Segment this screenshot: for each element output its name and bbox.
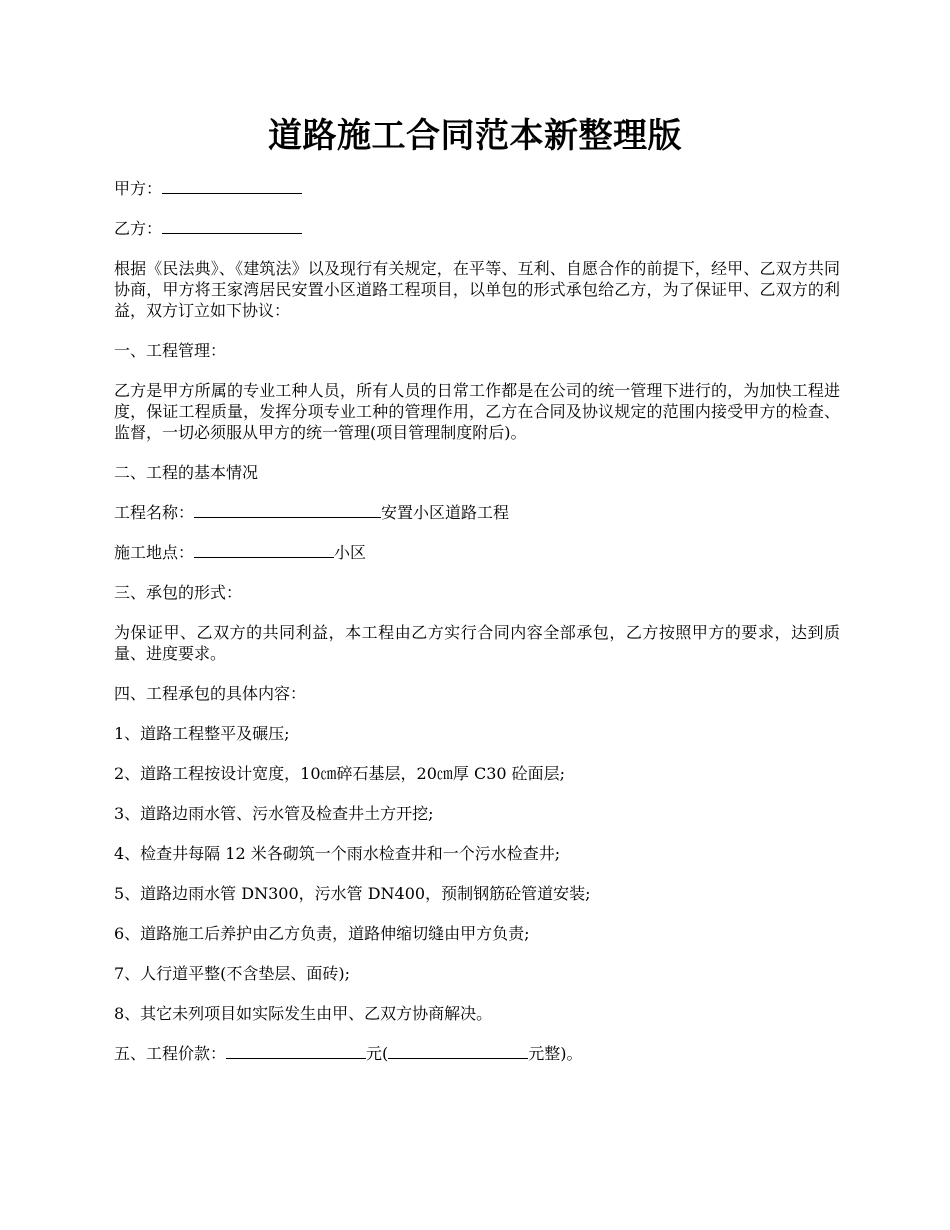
section-5-mid: 元( <box>366 1044 389 1063</box>
section-5-end: 元整)。 <box>528 1044 583 1063</box>
party-a-line <box>114 178 840 199</box>
list-item: 2、道路工程按设计宽度，10㎝碎石基层，20㎝厚 C30 砼面层; <box>114 764 566 783</box>
party-b-label: 乙方： <box>114 219 163 238</box>
location-label: 施工地点： <box>114 543 195 562</box>
party-a-label: 甲方： <box>114 179 163 198</box>
intro-paragraph: 根据《民法典》、《建筑法》以及现行有关规定，在平等、互利、自愿合作的前提下，经甲、乙双方共同协商，甲方将王家湾居民安置小区道路工程项目，以单包的形式承包给乙方，为了保证甲、乙双方的利益，双方订立如下协议： <box>114 259 840 320</box>
list-item: 3、道路边雨水管、污水管及检查井土方开挖; <box>114 804 434 823</box>
price-blank-2 <box>388 1044 528 1059</box>
list-item: 7、人行道平整(不含垫层、面砖); <box>114 964 351 983</box>
list-item: 4、检查井每隔 12 米各砌筑一个雨水检查井和一个污水检查井; <box>114 844 561 863</box>
list-item: 1、道路工程整平及碾压; <box>114 724 290 743</box>
project-name-suffix: 安置小区道路工程 <box>381 503 510 522</box>
list-item: 6、道路施工后养护由乙方负责，道路伸缩切缝由甲方负责; <box>114 924 530 943</box>
project-name-blank <box>194 503 381 518</box>
list-item: 5、道路边雨水管 DN300，污水管 DN400，预制钢筋砼管道安装; <box>114 884 591 903</box>
location-line <box>114 542 840 563</box>
list-item: 8、其它未列项目如实际发生由甲、乙双方协商解决。 <box>114 1004 493 1023</box>
location-suffix: 小区 <box>334 543 367 562</box>
document-title: 道路施工合同范本新整理版 <box>268 116 682 156</box>
party-b-line <box>114 218 840 239</box>
section-3-body: 为保证甲、乙双方的共同利益，本工程由乙方实行合同内容全部承包，乙方按照甲方的要求，达到质量、进度要求。 <box>114 623 840 663</box>
section-3-heading: 三、承包的形式： <box>114 583 243 602</box>
document-body <box>114 178 840 1083</box>
project-name-label: 工程名称： <box>114 503 195 522</box>
location-blank <box>194 543 334 558</box>
party-b-blank <box>162 219 302 234</box>
price-blank-1 <box>226 1044 366 1059</box>
section-4-heading: 四、工程承包的具体内容： <box>114 684 307 703</box>
section-1-heading: 一、工程管理： <box>114 341 227 360</box>
section-5-label: 五、工程价款： <box>114 1044 227 1063</box>
section-5-line <box>114 1043 840 1064</box>
section-1-body: 乙方是甲方所属的专业工种人员，所有人员的日常工作都是在公司的统一管理下进行的，为加快工程进度，保证工程质量，发挥分项专业工种的管理作用，乙方在合同及协议规定的范围内接受甲方的检查、监督，一切必须服从甲方的统一管理(项目管理制度附后)。 <box>114 381 840 442</box>
party-a-blank <box>162 179 302 194</box>
section-2-heading: 二、工程的基本情况 <box>114 463 259 482</box>
project-name-line <box>114 502 840 523</box>
